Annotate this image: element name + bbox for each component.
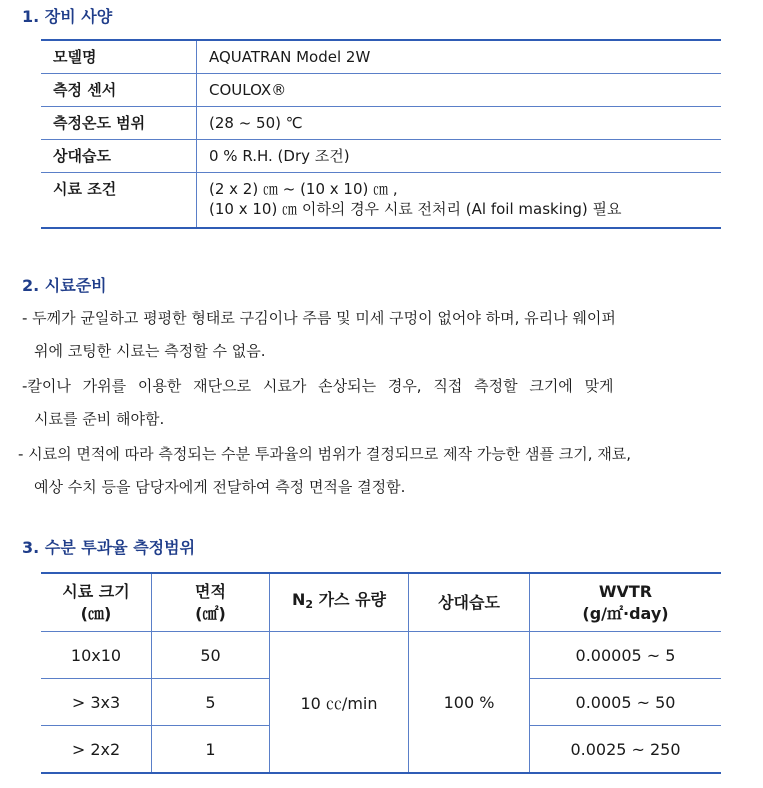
section-title-wvtr-range: 3. 수분 투과율 측정범위 <box>22 538 196 557</box>
cell-area: 5 <box>152 679 270 726</box>
spec-row-humidity <box>41 140 721 173</box>
spec-row-sensor <box>41 74 721 107</box>
prep-line: - 시료의 면적에 따라 측정되는 수분 투과율의 범위가 결정되므로 제작 가능한 샘플 크기, 재료, <box>18 445 632 463</box>
prep-line: 위에 코팅한 시료는 측정할 수 없음. <box>34 342 266 360</box>
spec-value: 0 % R.H. (Dry 조건) <box>209 147 350 165</box>
prep-line: 시료를 준비 해야함. <box>34 410 165 428</box>
header-gas-flow: $N_2$ 가스 유량 <box>270 573 409 632</box>
spec-value: COULOX® <box>209 81 287 99</box>
spec-table <box>41 39 721 229</box>
cell-area: 1 <box>152 726 270 774</box>
spec-value: (28 ~ 50) ℃ <box>209 114 303 132</box>
spec-row-temperature <box>41 107 721 140</box>
cell-size: > 3x3 <box>41 679 152 726</box>
header-wvtr: WVTR (g/㎡·day) <box>530 573 722 632</box>
prep-line: -칼이나 가위를 이용한 재단으로 시료가 손상되는 경우, 직접 측정할 크기에 맞게 <box>22 377 614 395</box>
spec-value: AQUATRAN Model 2W <box>209 48 371 66</box>
cell-area: 50 <box>152 632 270 679</box>
table-row <box>41 632 721 679</box>
spec-value-line: (2 x 2) ㎝ ~ (10 x 10) ㎝ , <box>209 180 398 198</box>
cell-wvtr: 0.0025 ~ 250 <box>530 726 722 774</box>
prep-paragraph-3 <box>18 438 752 504</box>
spec-key: 측정 센서 <box>41 74 197 107</box>
section-title-sample-prep: 2. 시료준비 <box>22 276 107 295</box>
prep-paragraph-2 <box>22 370 752 436</box>
spec-value <box>197 173 722 229</box>
prep-line: 예상 수치 등을 담당자에게 전달하여 측정 면적을 결정함. <box>34 478 406 496</box>
section-title-specs: 1. 장비 사양 <box>22 7 113 26</box>
spec-value-line: (10 x 10) ㎝ 이하의 경우 시료 전처리 (Al foil masking) 필요 <box>209 200 622 218</box>
prep-line: - 두께가 균일하고 평평한 형태로 구김이나 주름 및 미세 구멍이 없어야 하며, 유리나 웨이퍼 <box>22 309 616 327</box>
prep-paragraph-1 <box>22 302 752 368</box>
spec-key: 상대습도 <box>41 140 197 173</box>
cell-gas-flow: 10 ㏄/min <box>270 632 409 774</box>
cell-humidity: 100 % <box>409 632 530 774</box>
wvtr-range-table <box>41 572 721 774</box>
header-humidity: 상대습도 <box>409 573 530 632</box>
header-area: 면적 (㎠) <box>152 573 270 632</box>
spec-key: 시료 조건 <box>41 173 197 229</box>
table-header-row <box>41 573 721 632</box>
cell-size: 10x10 <box>41 632 152 679</box>
spec-key: 측정온도 범위 <box>41 107 197 140</box>
spec-key: 모델명 <box>41 40 197 74</box>
spec-row-model <box>41 40 721 74</box>
cell-wvtr: 0.0005 ~ 50 <box>530 679 722 726</box>
header-sample-size: 시료 크기 (㎝) <box>41 573 152 632</box>
spec-row-sample-condition <box>41 173 721 229</box>
cell-wvtr: 0.00005 ~ 5 <box>530 632 722 679</box>
cell-size: > 2x2 <box>41 726 152 774</box>
